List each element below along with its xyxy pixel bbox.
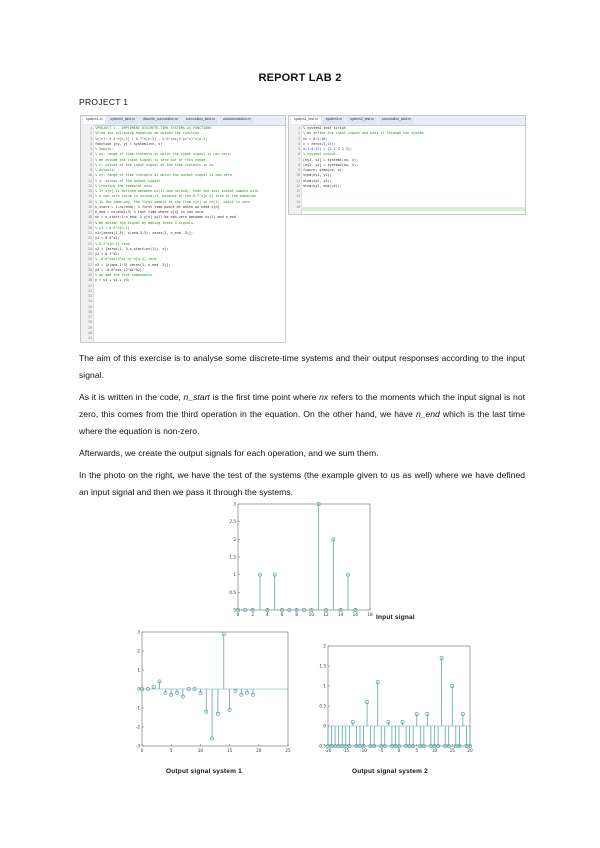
editor-tabs	[81, 116, 285, 126]
code-term: n_end	[415, 409, 440, 419]
code-line: % a non-zero value is nx(end)+3, because of the 0.7^x[n-3] term of the equation	[95, 194, 257, 199]
line-number: 14	[88, 194, 92, 199]
line-number: 22	[88, 236, 92, 241]
line-number: 16	[296, 204, 300, 209]
code-line: n_start = 1-nx(end); % first time point at which we need x[n]	[95, 204, 220, 209]
x-tick-label: 5	[415, 748, 419, 753]
x-tick-label: 0	[236, 612, 240, 617]
line-number: 4	[298, 141, 300, 146]
paragraph-afterwards	[79, 445, 525, 462]
code-line: % system1 output	[303, 152, 336, 157]
caption-output1: Output signal system 1	[166, 768, 242, 775]
line-number: 25	[88, 252, 92, 256]
line-number: 27	[88, 262, 92, 267]
code-line: y = y1 + y2 + y3;	[95, 278, 130, 283]
line-number: 8	[298, 162, 300, 167]
code-term: nx	[319, 392, 329, 402]
line-number: 5	[298, 147, 300, 151]
section-heading: PROJECT 1	[79, 97, 129, 107]
line-number: 3	[298, 136, 300, 141]
code-line: % system1 test script	[303, 126, 346, 130]
y-tick-label: -2	[135, 724, 140, 730]
line-number: 34	[88, 299, 92, 304]
x-tick-label: 0	[397, 748, 401, 753]
y-tick-label: 3	[137, 629, 140, 635]
line-number: 38	[88, 320, 92, 325]
code-line: function [ny, y] = system1(nx, x)	[95, 141, 163, 146]
y-tick-label: 1	[323, 683, 326, 689]
line-number: 15	[296, 199, 300, 204]
text-run: The aim of this exercise is to analyse some discrete-time systems and their output responses according to the input signal.	[79, 353, 525, 380]
y-tick-label: -1	[135, 705, 140, 711]
line-number: 33	[88, 294, 92, 298]
paragraph-n-start	[79, 389, 525, 440]
code-line: stem(ny2, abs(y2));	[303, 183, 342, 188]
output-system1-chart	[128, 628, 292, 760]
line-number: 6	[90, 152, 92, 157]
code-line: ny = n_start:1:n_end; % y[n] will be non-zero between nx(1) and n_end	[95, 215, 236, 220]
y-tick-label: 1.5	[229, 554, 236, 560]
y-tick-label: 2	[323, 643, 326, 649]
code-line: % nx: range of time instants at which the input signal is non-zero.	[95, 152, 232, 157]
code-line: %PROJECT 1 - IMPLEMENT DISCRETE-TIME SYSTEMS AS FUNCTIONS	[95, 126, 212, 130]
line-number: 41	[88, 336, 92, 340]
line-number: 23	[88, 241, 92, 246]
plot-frame	[238, 504, 370, 610]
x-tick-label: 10	[197, 748, 204, 753]
line-number: 1	[298, 126, 300, 130]
line-number: 19	[88, 220, 92, 225]
line-number: 11	[296, 178, 300, 183]
code-lines	[95, 126, 283, 284]
x-tick-label: 5	[169, 748, 173, 753]
code-line: n_end = nx(end)+3; % Last time where y[n] is non-zero	[95, 210, 204, 214]
line-number: 39	[88, 325, 92, 330]
x-tick-label: 2	[251, 612, 255, 617]
code-line: x2 = [zeros(1, 3-n_start+nx(1)), x];	[95, 246, 169, 251]
line-number: 21	[88, 231, 92, 235]
code-line: % 0.7^x[n-3] term	[95, 241, 130, 246]
code-line: % Inputs:	[95, 147, 114, 151]
line-number: 32	[88, 288, 92, 293]
code-screenshot-left	[80, 115, 286, 343]
line-number: 30	[88, 278, 92, 283]
x-tick-label: 15	[226, 748, 233, 753]
line-number: 20	[88, 225, 92, 230]
line-number: 1	[90, 126, 92, 130]
y-tick-label: 3	[233, 501, 236, 507]
y-tick-label: 1	[233, 572, 236, 578]
x-tick-label: 16	[352, 612, 359, 617]
x-tick-label: 10	[308, 612, 315, 617]
paragraph-aim	[79, 350, 525, 384]
code-line: x1=[zeros(1,3), x(end-3:3), zeros(1, n_end -3)];	[95, 231, 193, 235]
code-line: x = zeros(1,17);	[303, 141, 336, 146]
y-tick-label: -3	[135, 743, 140, 749]
code-lines	[303, 126, 523, 189]
x-tick-label: 4	[265, 612, 269, 617]
editor-tab[interactable]: system2_lab4.m	[107, 117, 138, 124]
code-line: nx = 0:1:16;	[303, 136, 328, 141]
code-line: % y: values of the output signal	[95, 178, 161, 183]
x-tick-label: 0	[140, 748, 144, 753]
code-line: % -0.6^cos(2^pi^n)^x[n-2] term	[95, 257, 157, 262]
code-line: %From the following equation we obtain the function	[95, 131, 200, 136]
y-tick-label: 1.5	[319, 663, 326, 669]
editor-tab[interactable]: system2.m	[323, 117, 345, 124]
x-tick-label: -15	[342, 748, 350, 753]
line-number: 3	[90, 136, 92, 141]
text-run: which is the last time where the equation is non-zero.	[79, 409, 525, 436]
code-line: % Outputs:	[95, 168, 116, 172]
line-number: 9	[298, 168, 300, 172]
y-tick-label: -0.5	[317, 743, 326, 749]
editor-tabs	[289, 116, 525, 126]
line-number: 16	[88, 204, 92, 209]
code-line: y2 = 0.7^x2;	[95, 252, 120, 256]
caption-output2: Output signal system 2	[352, 768, 428, 775]
line-number: 7	[298, 157, 300, 162]
x-tick-label: 18	[367, 612, 373, 617]
code-line: % x1 = 0.5^n[n-1]	[95, 225, 130, 230]
code-line: figure; stem(nx, x);	[303, 168, 344, 172]
code-screenshot-right	[288, 115, 526, 215]
y-tick-label: 0	[137, 686, 140, 692]
y-tick-label: 1	[137, 667, 140, 673]
line-number: 12	[88, 183, 92, 188]
editor-tab[interactable]: system2_test.m	[347, 117, 377, 124]
line-number: 31	[88, 283, 92, 288]
y-tick-label: 0.5	[319, 703, 326, 709]
code-line: y3 = -0.6^cos (2^pi^n2);	[95, 267, 144, 272]
y-tick-label: 2	[137, 648, 140, 654]
code-line: [ny1, y1] = system1(nx, x);	[303, 157, 359, 162]
code-line: x(1:4:17) = [1 1 3 2 1];	[303, 147, 352, 151]
text-run: As it is written in the code,	[79, 392, 184, 402]
x-tick-label: 14	[337, 612, 344, 617]
code-line: [ny2, y2] = system2(nx, x);	[303, 162, 359, 167]
code-term: n_start	[183, 392, 210, 402]
x-tick-label: -20	[324, 748, 332, 753]
line-number: 2	[90, 131, 92, 136]
line-number: 4	[90, 141, 92, 146]
line-number: 12	[296, 183, 300, 188]
y-tick-label: 0	[323, 723, 326, 729]
code-line: y1 = 0.5^x1;	[95, 236, 120, 241]
line-number: 15	[88, 199, 92, 204]
x-tick-label: 20	[467, 748, 473, 753]
editor-tab[interactable]: system1.m	[83, 117, 105, 124]
line-number: 18	[88, 215, 92, 220]
line-number: 36	[88, 309, 92, 314]
caption-input: Input signal	[376, 614, 415, 621]
editor-tab[interactable]: autoconvolution.m	[220, 117, 254, 124]
x-tick-label: 12	[323, 612, 329, 617]
line-number: 11	[88, 178, 92, 183]
editor-tab[interactable]: discrete_convolution.m	[140, 117, 181, 124]
output-system2-chart	[314, 642, 474, 760]
x-tick-label: 15	[449, 748, 455, 753]
line-number: 29	[88, 273, 92, 277]
line-number: 2	[298, 131, 300, 136]
input-signal-chart	[224, 500, 372, 620]
code-line: % We define the input signal and pass it through the system	[303, 131, 424, 136]
code-line: % We assume the input signal is zero out of this range.	[95, 157, 208, 162]
line-number: 8	[90, 162, 92, 167]
x-tick-label: 6	[280, 612, 284, 617]
code-line: % We obtain the signal by adding these 3 signals:	[95, 220, 196, 225]
paragraph-test	[79, 467, 525, 501]
code-line: % ny: range of time instants at which the output signal is non-zero	[95, 173, 232, 178]
line-number: 5	[90, 147, 92, 151]
y-tick-label: 2.5	[229, 519, 236, 525]
line-number: 26	[88, 257, 92, 262]
editor-tab[interactable]: convolution_lab4.m	[183, 117, 218, 124]
code-line: % Creating the temporal axis	[95, 183, 153, 188]
x-tick-label: 20	[256, 748, 262, 753]
line-number: 24	[88, 246, 92, 251]
text-run: In the photo on the right, we have the test of the systems (the example given to us as well) where we have defined an input signal and then we pass it through the systems.	[79, 470, 525, 497]
line-number: 9	[90, 168, 92, 172]
x-tick-label: 8	[295, 612, 299, 617]
y-tick-label: 2	[233, 536, 236, 542]
code-line: x3 = [x(end-1:3) zeros(1, n_end -3)];	[95, 262, 171, 267]
code-line: stem(ny2, y2);	[303, 178, 332, 183]
x-tick-label: 25	[285, 748, 291, 753]
code-line: % we add the five components	[95, 273, 153, 277]
editor-tab[interactable]: system1_test.m	[291, 117, 321, 124]
line-number: 10	[88, 173, 92, 178]
current-line-highlight	[302, 207, 525, 211]
line-number: 37	[88, 315, 92, 319]
line-number: 6	[298, 152, 300, 157]
line-number: 13	[88, 189, 92, 193]
x-tick-label: -10	[360, 748, 367, 753]
page-title: REPORT LAB 2	[258, 72, 342, 84]
x-tick-label: 10	[431, 748, 438, 753]
text-run: is the first time point where	[209, 392, 320, 402]
line-number: 40	[88, 330, 92, 335]
editor-tab[interactable]: convolution_lab4.m	[379, 117, 414, 124]
line-number: 14	[296, 194, 300, 199]
code-line: stem(ny1, y1);	[303, 173, 332, 178]
code-line: % If x[n] is defined between nx(1) and nx(end), then the last output sample with	[95, 189, 259, 193]
code-line: %y[n]= 0.5^n[n-1] + 0.7^n[n-3] - 0.6^cos(2^pi^n)^x[n-2]	[95, 136, 208, 141]
line-number: 10	[296, 173, 300, 178]
code-line: % x: values of the input signal at the time instants in nx	[95, 162, 214, 167]
line-number: 17	[88, 210, 92, 214]
line-number: 7	[90, 157, 92, 162]
line-number: 13	[296, 189, 300, 193]
line-number: 35	[88, 304, 92, 309]
x-tick-label: -5	[379, 748, 384, 753]
y-tick-label: 0.5	[229, 589, 236, 595]
text-run: refers to the moments which the input signal is not zero, this comes from the third operation in the equation. On the other hand, we have	[79, 392, 525, 419]
y-tick-label: 0	[233, 607, 236, 613]
code-line: % In the same way, the first sample is one from x[n] in nx(1), which is zero	[95, 199, 251, 204]
line-number: 28	[88, 267, 92, 272]
text-run: Afterwards, we create the output signals for each operation, and we sum them.	[79, 448, 379, 458]
